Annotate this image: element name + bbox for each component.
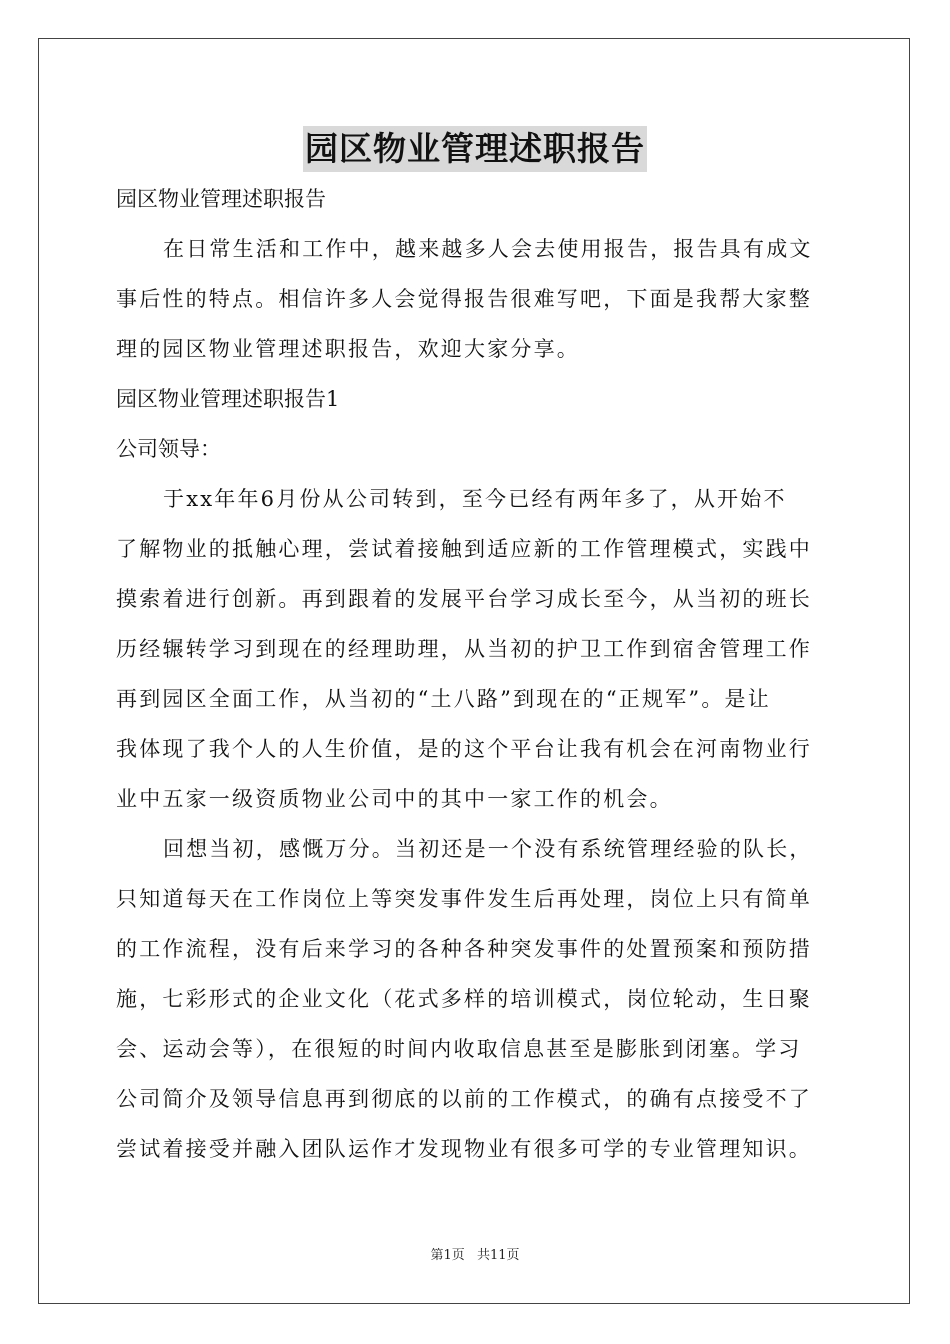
page-number: 第1页 [430, 1248, 465, 1263]
paragraph-line: 历经辗转学习到现在的经理助理，从当初的护卫工作到宿舍管理工作 [116, 637, 812, 661]
title-container [0, 126, 950, 172]
subtitle-line: 园区物业管理述职报告 [116, 187, 326, 211]
document-title: 园区物业管理述职报告 [303, 126, 647, 172]
paragraph-line: 回想当初，感慨万分。当初还是一个没有系统管理经验的队长， [163, 837, 813, 861]
document-body [116, 174, 834, 1174]
paragraph-line: 会、运动会等），在很短的时间内收取信息甚至是膨胀到闭塞。学习 [116, 1037, 802, 1061]
salutation-line: 公司领导： [116, 437, 221, 461]
section-heading: 园区物业管理述职报告1 [116, 387, 340, 411]
paragraph-line: 理的园区物业管理述职报告，欢迎大家分享。 [116, 337, 580, 361]
paragraph-line: 事后性的特点。相信许多人会觉得报告很难写吧，下面是我帮大家整 [116, 287, 812, 311]
page-footer [0, 1244, 950, 1263]
paragraph-line: 在日常生活和工作中，越来越多人会去使用报告，报告具有成文 [163, 237, 813, 261]
paragraph-line: 业中五家一级资质物业公司中的其中一家工作的机会。 [116, 787, 673, 811]
paragraph-line: 的工作流程，没有后来学习的各种各种突发事件的处置预案和预防措 [116, 937, 812, 961]
paragraph-line: 再到园区全面工作，从当初的“土八路”到现在的“正规军”。是让 [116, 687, 771, 711]
paragraph-line: 我体现了我个人的人生价值，是的这个平台让我有机会在河南物业行 [116, 737, 812, 761]
paragraph-line: 摸索着进行创新。再到跟着的发展平台学习成长至今，从当初的班长 [116, 587, 812, 611]
page-total: 共11页 [476, 1248, 520, 1263]
paragraph-line: 于xx年年6月份从公司转到，至今已经有两年多了，从开始不 [163, 487, 787, 511]
paragraph-line: 施，七彩形式的企业文化（花式多样的培训模式，岗位轮动，生日聚 [116, 987, 812, 1011]
paragraph-line: 尝试着接受并融入团队运作才发现物业有很多可学的专业管理知识。 [116, 1137, 812, 1161]
paragraph-line: 只知道每天在工作岗位上等突发事件发生后再处理，岗位上只有简单 [116, 887, 812, 911]
paragraph-line: 公司简介及领导信息再到彻底的以前的工作模式，的确有点接受不了 [116, 1087, 812, 1111]
paragraph-line: 了解物业的抵触心理，尝试着接触到适应新的工作管理模式，实践中 [116, 537, 812, 561]
